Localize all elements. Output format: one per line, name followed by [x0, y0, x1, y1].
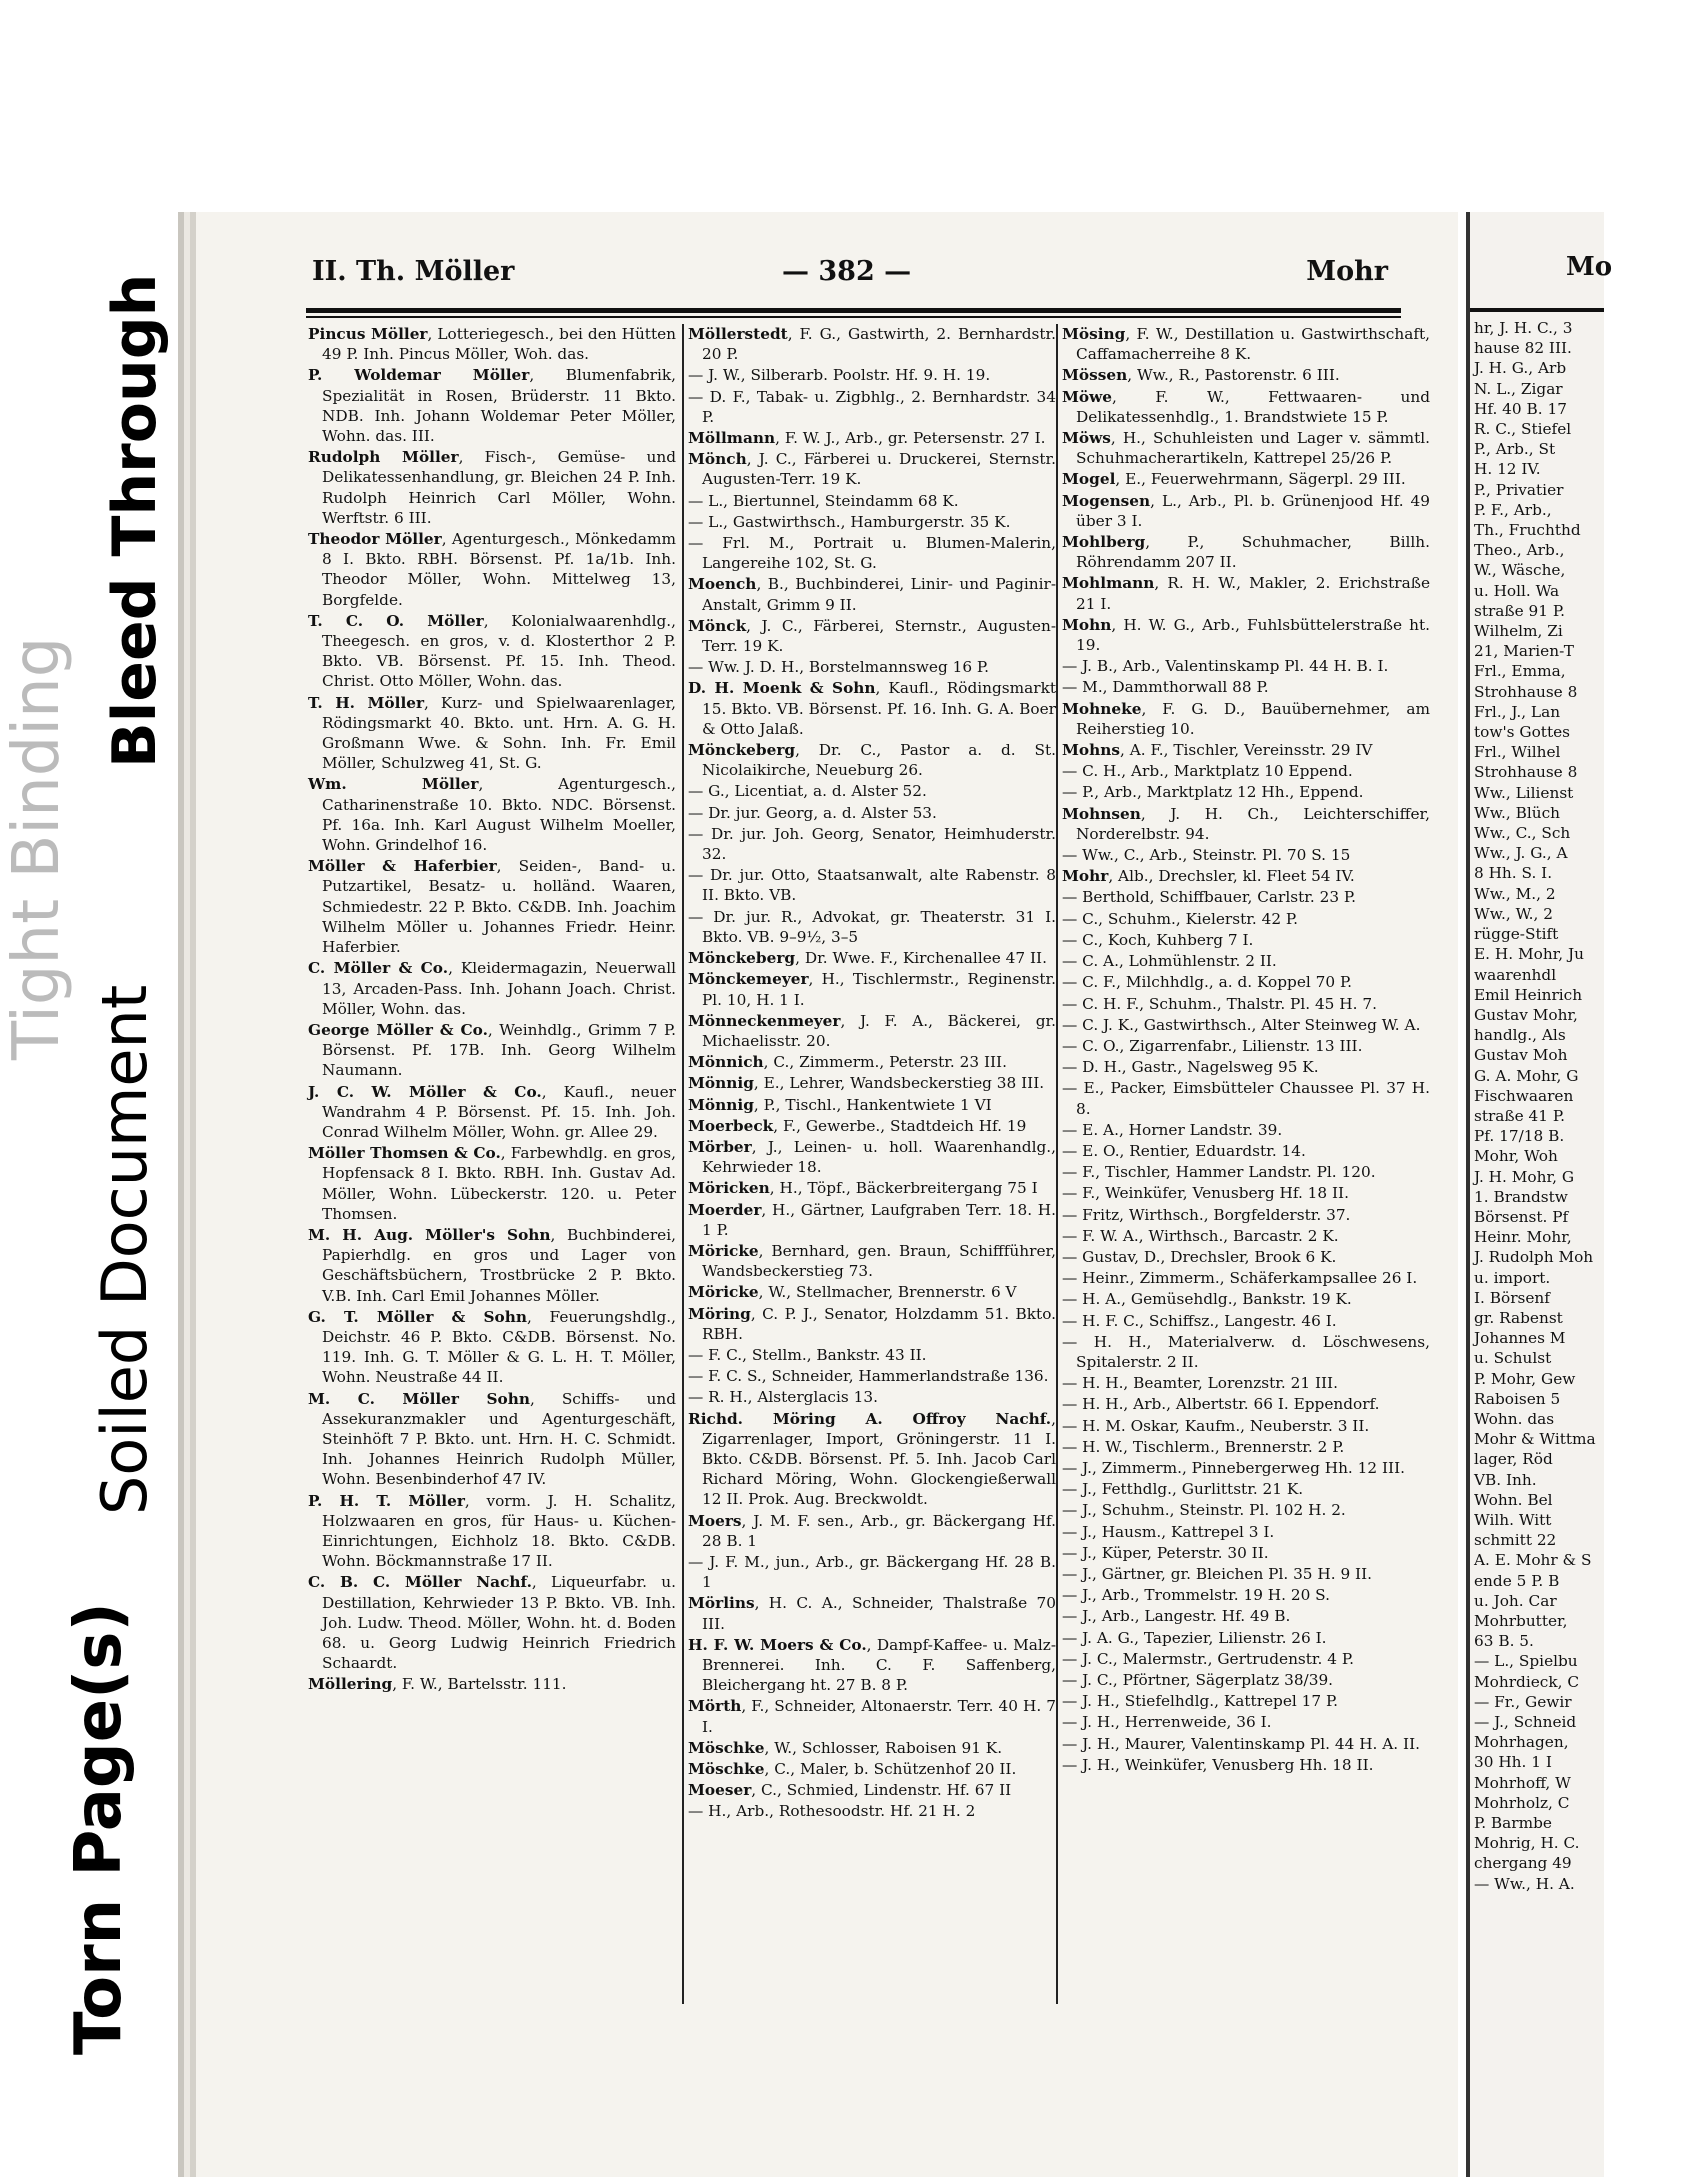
directory-entry: — Berthold, Schiffbauer, Carlstr. 23 P.	[1062, 888, 1356, 907]
next-page-line: — Ww., H. A.	[1474, 1874, 1575, 1893]
directory-entry: Mohr, Alb., Drechsler, kl. Fleet 54 IV.	[1062, 867, 1355, 886]
directory-entry: Mönnig, E., Lehrer, Wandsbeckerstieg 38 III.	[688, 1074, 1045, 1093]
next-page-line: Raboisen 5	[1474, 1389, 1561, 1408]
directory-entry: — Gustav, D., Drechsler, Brook 6 K.	[1062, 1247, 1337, 1266]
directory-entry: — F., Tischler, Hammer Landstr. Pl. 120.	[1062, 1163, 1376, 1182]
column-divider-1	[682, 324, 684, 2004]
directory-entry: — C. H. F., Schuhm., Thalstr. Pl. 45 H. 7.	[1062, 994, 1377, 1013]
next-page-line: P., Arb., St	[1474, 440, 1556, 459]
directory-entry: Mönckeberg, Dr. C., Pastor a. d. St. Nicolaikirche, Neueburg 26.	[688, 741, 1056, 780]
directory-entry: — J. B., Arb., Valentinskamp Pl. 44 H. B. I.	[1062, 657, 1389, 676]
directory-entry: — C. J. K., Gastwirthsch., Alter Steinweg W. A.	[1062, 1015, 1421, 1034]
next-page-line: Wohn. Bel	[1474, 1490, 1553, 1509]
next-page-line: H. 12 IV.	[1474, 460, 1541, 479]
next-page-line: Frl., Wilhel	[1474, 743, 1561, 762]
directory-entry: Möricke, W., Stellmacher, Brennerstr. 6 V	[688, 1283, 1017, 1302]
directory-entry: — Fritz, Wirthsch., Borgfelderstr. 37.	[1062, 1205, 1351, 1224]
next-page-line: Ww., C., Sch	[1474, 824, 1571, 843]
directory-entry: — C. H., Arb., Marktplatz 10 Eppend.	[1062, 762, 1353, 781]
next-page-line: P., Privatier	[1474, 480, 1564, 499]
directory-entry: Mohns, A. F., Tischler, Vereinsstr. 29 IV	[1062, 741, 1373, 760]
directory-entry: — H. H., Arb., Albertstr. 66 I. Eppendorf.	[1062, 1395, 1380, 1414]
directory-entry: Mohn, H. W. G., Arb., Fuhlsbüttelerstraße ht. 19.	[1062, 615, 1430, 655]
directory-entry: — G., Licentiat, a. d. Alster 52.	[688, 782, 927, 801]
directory-entry: — J. H., Weinküfer, Venusberg Hh. 18 II.	[1062, 1755, 1374, 1774]
next-page-line: straße 91 P.	[1474, 601, 1565, 620]
next-page-line: N. L., Zigar	[1474, 379, 1563, 398]
next-page-line: Mohr, Woh	[1474, 1147, 1558, 1166]
directory-entry: — E. O., Rentier, Eduardstr. 14.	[1062, 1141, 1306, 1160]
directory-entry: Mönnig, P., Tischl., Hankentwiete 1 VI	[688, 1095, 992, 1114]
directory-entry: C. B. C. Möller Nachf., Liqueurfabr. u. Destillation, Kehrwieder 13 P. Bkto. VB. Inh. Joh. Ludw. Theod. Möller, Wohn. ht. d. Boden 68. u. Georg Ludwig Heinrich Friedrich Schaardt.	[308, 1573, 677, 1673]
next-page-line: G. A. Mohr, G	[1474, 1066, 1579, 1085]
directory-entry: Moeser, C., Schmied, Lindenstr. Hf. 67 II	[688, 1781, 1012, 1800]
directory-entry: Wm. Möller, Agenturgesch., Catharinenstraße 10. Bkto. NDC. Börsenst. Pf. 16a. Inh. Karl August Wilhelm Moeller, Wohn. Grindelhof 16.	[308, 775, 676, 855]
page-header	[312, 252, 1412, 296]
directory-entry: — F., Weinküfer, Venusberg Hf. 18 II.	[1062, 1184, 1349, 1203]
directory-entry: — M., Dammthorwall 88 P.	[1062, 678, 1269, 697]
next-page-line: Wilhelm, Zi	[1474, 622, 1563, 641]
directory-entry: — F. C. S., Schneider, Hammerlandstraße 136.	[688, 1367, 1049, 1386]
next-page-line: — J., Schneid	[1474, 1713, 1577, 1732]
directory-entry: Mösing, F. W., Destillation u. Gastwirthschaft, Caffamacherreihe 8 K.	[1062, 325, 1430, 364]
directory-entry: — J. A. G., Tapezier, Lilienstr. 26 I.	[1062, 1628, 1327, 1647]
directory-entry: Möller Thomsen & Co., Farbewhdlg. en gros, Hopfensack 8 I. Bkto. RBH. Inh. Gustav Ad. Möller, Wohn. Lübeckerstr. 120. u. Peter Thomsen.	[308, 1144, 676, 1223]
directory-entry: Möllering, F. W., Bartelsstr. 111.	[308, 1675, 567, 1694]
directory-entry: — C., Koch, Kuhberg 7 I.	[1062, 930, 1254, 949]
next-page-line: u. Schulst	[1474, 1349, 1552, 1368]
directory-entry: Möschke, C., Maler, b. Schützenhof 20 II.	[688, 1760, 1017, 1779]
directory-entry: — J. C., Pförtner, Sägerplatz 38/39.	[1062, 1671, 1334, 1689]
next-page-line: u. import.	[1474, 1268, 1551, 1287]
header-section-label: II. Th. Möller	[312, 256, 515, 287]
next-page-line: Ww., J. G., A	[1474, 844, 1568, 863]
next-page-line: Ww., Blüch	[1474, 803, 1560, 822]
directory-entry: H. F. W. Moers & Co., Dampf-Kaffee- u. Malz-Brennerei. Inh. C. F. Saffenberg, Bleichergang ht. 27 B. 8 P.	[688, 1635, 1056, 1695]
directory-entry: — Dr. jur. Georg, a. d. Alster 53.	[688, 803, 937, 822]
next-page-line: 21, Marien-T	[1474, 642, 1574, 661]
directory-entry: — H. M. Oskar, Kaufm., Neuberstr. 3 II.	[1062, 1416, 1370, 1435]
next-page-line: Börsenst. Pf	[1474, 1207, 1569, 1226]
directory-entry: Möricken, H., Töpf., Bäckerbreitergang 75 I	[688, 1179, 1038, 1198]
next-page-line: 63 B. 5.	[1474, 1632, 1534, 1651]
directory-entry: — H. H., Materialverw. d. Löschwesens, Spitalerstr. 2 II.	[1062, 1332, 1430, 1371]
next-page-line: gr. Rabenst	[1474, 1308, 1563, 1327]
directory-entry: — L., Gastwirthsch., Hamburgerstr. 35 K.	[688, 512, 1011, 531]
next-page-line: ende 5 P. B	[1474, 1571, 1560, 1590]
directory-entry: Mohneke, F. G. D., Bauübernehmer, am Reiherstieg 10.	[1062, 699, 1430, 738]
tight-binding-stamp: Tight Binding	[0, 636, 74, 1060]
torn-pages-stamp: Torn Page(s)	[62, 1602, 136, 2055]
directory-entry: Mönckeberg, Dr. Wwe. F., Kirchenallee 47 II.	[688, 949, 1047, 968]
next-page-line: rügge-Stift	[1474, 925, 1559, 944]
next-page-line: Strohhause 8	[1474, 682, 1578, 701]
next-page-line: Frl., J., Lan	[1474, 702, 1561, 721]
column-divider-2	[1056, 324, 1058, 2004]
directory-entry: Rudolph Möller, Fisch-, Gemüse- und Delikatessenhandlung, gr. Bleichen 24 P. Inh. Rudolph Heinrich Carl Möller, Wohn. Werftstr. 6 III.	[308, 448, 676, 527]
next-page-line: Mohrhagen,	[1474, 1733, 1569, 1752]
directory-entry: — C. O., Zigarrenfabr., Lilienstr. 13 III.	[1062, 1036, 1363, 1055]
next-page-line: Mohrbutter,	[1474, 1612, 1568, 1630]
directory-entry: C. Möller & Co., Kleidermagazin, Neuerwall 13, Arcaden-Pass. Inh. Johann Joach. Christ. Möller, Wohn. das.	[308, 959, 676, 1018]
page-content	[308, 252, 1430, 2092]
directory-entry: Moerder, H., Gärtner, Laufgraben Terr. 18. H. 1 P.	[688, 1200, 1056, 1239]
directory-entry: — F. C., Stellm., Bankstr. 43 II.	[688, 1345, 927, 1364]
directory-entry: — C., Schuhm., Kielerstr. 42 P.	[1062, 909, 1298, 928]
column-3	[1062, 324, 1430, 1776]
directory-entry: Möllerstedt, F. G., Gastwirth, 2. Bernhardstr. 20 P.	[688, 325, 1056, 364]
column-2	[688, 324, 1056, 1823]
next-page-line: I. Börsenf	[1474, 1288, 1550, 1307]
next-page-line: Wilh. Witt	[1474, 1510, 1552, 1529]
directory-entry: J. C. W. Möller & Co., Kaufl., neuer Wandrahm 4 P. Börsenst. Pf. 15. Inh. Joh. Conrad Wilhelm Möller, Wohn. gr. Allee 29.	[308, 1082, 676, 1141]
directory-entry: Mogel, E., Feuerwehrmann, Sägerpl. 29 III.	[1062, 470, 1406, 489]
directory-entry: Moench, B., Buchbinderei, Linir- und Paginir-Anstalt, Grimm 9 II.	[688, 575, 1056, 614]
directory-entry: — J. H., Stiefelhdlg., Kattrepel 17 P.	[1062, 1692, 1339, 1711]
next-page-line: P. Mohr, Gew	[1474, 1369, 1576, 1388]
directory-entry: D. H. Moenk & Sohn, Kaufl., Rödingsmarkt 15. Bkto. VB. Börsenst. Pf. 16. Inh. G. A. Boer & Otto Jalaß.	[688, 679, 1056, 738]
directory-entry: — J. C., Malermstr., Gertrudenstr. 4 P.	[1062, 1649, 1354, 1668]
directory-entry: Theodor Möller, Agenturgesch., Mönkedamm 8 I. Bkto. RBH. Börsenst. Pf. 1a/1b. Inh. Theodor Möller, Wohn. Mittelweg 13, Borgfelde.	[308, 530, 676, 609]
soiled-document-stamp: Soiled Document	[88, 984, 161, 1515]
next-page-line: J. Rudolph Moh	[1474, 1248, 1594, 1267]
next-page-strip	[1466, 212, 1613, 2177]
directory-entry: Moers, J. M. F. sen., Arb., gr. Bäckergang Hf. 28 B. 1	[688, 1511, 1056, 1550]
next-page-line: J. H. G., Arb	[1474, 359, 1567, 378]
directory-entry: Möwe, F. W., Fettwaaren- und Delikatessenhdlg., 1. Brandstwiete 15 P.	[1062, 387, 1430, 426]
next-page-line: P. F., Arb.,	[1474, 500, 1552, 519]
header-catchword: Mohr	[1306, 256, 1388, 287]
next-page-line: 30 Hh. 1 I	[1474, 1753, 1552, 1772]
directory-entry: — Dr. jur. Otto, Staatsanwalt, alte Rabenstr. 8 II. Bkto. VB.	[688, 866, 1056, 905]
next-page-line: Mohrhoff, W	[1474, 1773, 1571, 1792]
next-page-line: Mohrdieck, C	[1474, 1672, 1580, 1691]
directory-entry: Mohnsen, J. H. Ch., Leichterschiffer, Norderelbstr. 94.	[1062, 804, 1430, 843]
directory-entry: Möring, C. P. J., Senator, Holzdamm 51. Bkto. RBH.	[688, 1304, 1056, 1343]
directory-entry: Möws, H., Schuhleisten und Lager v. sämmtl. Schuhmacherartikeln, Kattrepel 25/26 P.	[1062, 429, 1430, 468]
directory-entry: — J., Arb., Langestr. Hf. 49 B.	[1062, 1607, 1291, 1626]
next-page-line: P. Barmbe	[1474, 1814, 1552, 1833]
directory-entry: Mörlins, H. C. A., Schneider, Thalstraße 70 III.	[688, 1594, 1056, 1633]
directory-entry: — Dr. jur. R., Advokat, gr. Theaterstr. 31 I. Bkto. VB. 9–9½, 3–5	[688, 907, 1056, 946]
next-page-line: schmitt 22	[1474, 1531, 1557, 1550]
next-page-line: VB. Inh.	[1474, 1470, 1537, 1489]
directory-entry: M. H. Aug. Möller's Sohn, Buchbinderei, Papierhdlg. en gros und Lager von Geschäftsbüchern, Trostbrücke 2 P. Bkto. V.B. Inh. Carl Emil Johannes Möller.	[308, 1225, 676, 1305]
next-page-line: J. H. Mohr, G	[1474, 1167, 1575, 1186]
directory-entry: — J. W., Silberarb. Poolstr. Hf. 9. H. 19.	[688, 366, 991, 385]
next-page-line: Wohn. das	[1474, 1409, 1555, 1428]
directory-entry: Mogensen, L., Arb., Pl. b. Grünenjood Hf. 49 über 3 I.	[1062, 491, 1430, 530]
directory-entry: — P., Arb., Marktplatz 12 Hh., Eppend.	[1062, 783, 1364, 802]
directory-entry: Mönck, J. C., Färberei, Sternstr., Augusten-Terr. 19 K.	[688, 616, 1056, 656]
directory-entry: — E. A., Horner Landstr. 39.	[1062, 1120, 1283, 1139]
directory-entry: George Möller & Co., Weinhdlg., Grimm 7 P. Börsenst. Pf. 17B. Inh. Georg Wilhelm Naumann.	[308, 1020, 676, 1080]
next-page-line: Gustav Moh	[1474, 1046, 1568, 1065]
next-page-line: tow's Gottes	[1474, 723, 1570, 742]
directory-entry: — E., Packer, Eimsbütteler Chaussee Pl. 37 H. 8.	[1062, 1079, 1430, 1118]
next-page-line: straße 41 P.	[1474, 1106, 1565, 1125]
next-page-line: hr, J. H. C., 3	[1474, 319, 1573, 337]
next-page-line: Mohrholz, C	[1474, 1793, 1570, 1812]
directory-entry: T. H. Möller, Kurz- und Spielwaarenlager, Rödingsmarkt 40. Bkto. unt. Hrn. A. G. H. Großmann Wwe. & Sohn. Inh. Fr. Emil Möller, Schulzweg 41, St. G.	[308, 693, 676, 773]
next-page-line: — L., Spielbu	[1474, 1652, 1578, 1671]
next-page-line: u. Joh. Car	[1474, 1591, 1557, 1610]
directory-entry: Pincus Möller, Lotteriegesch., bei den Hütten 49 P. Inh. Pincus Möller, Woh. das.	[308, 325, 676, 364]
next-page-line: Gustav Mohr,	[1474, 1005, 1578, 1024]
next-page-line: Th., Fruchthd	[1474, 521, 1581, 540]
directory-entry: Mönckemeyer, H., Tischlermstr., Reginenstr. Pl. 10, H. 1 I.	[688, 970, 1056, 1009]
directory-entry: — H. W., Tischlerm., Brennerstr. 2 P.	[1062, 1437, 1345, 1456]
next-page-line: Fischwaaren	[1474, 1086, 1574, 1105]
next-page-line: E. H. Mohr, Ju	[1474, 945, 1585, 964]
directory-entry: — Heinr., Zimmerm., Schäferkampsallee 26 I.	[1062, 1269, 1418, 1288]
next-page-line: Frl., Emma,	[1474, 662, 1566, 681]
directory-entry: — Ww. J. D. H., Borstelmannsweg 16 P.	[688, 658, 989, 677]
directory-entry: — J., Fetthdlg., Gurlittstr. 21 K.	[1062, 1480, 1304, 1499]
page-number: — 382 —	[782, 256, 912, 287]
next-page-line: Johannes M	[1474, 1329, 1566, 1348]
next-page-line: W., Wäsche,	[1474, 561, 1566, 580]
directory-entry: — J., Schuhm., Steinstr. Pl. 102 H. 2.	[1062, 1501, 1346, 1520]
directory-entry: Mörth, F., Schneider, Altonaerstr. Terr. 40 H. 7 I.	[688, 1697, 1056, 1736]
next-page-line: Mohr & Wittma	[1474, 1430, 1596, 1449]
directory-entry: Richd. Möring A. Offroy Nachf., Zigarrenlager, Import, Gröningerstr. 11 I. Bkto. C&DB. Börsenst. Pf. 5. Inh. Jacob Carl Richard Möring, Wohn. Glockengießerwall 12 II. Prok. Aug. Breckwoldt.	[688, 1409, 1056, 1509]
directory-entry: — J., Küper, Peterstr. 30 II.	[1062, 1543, 1269, 1562]
directory-entry: — R. H., Alsterglacis 13.	[688, 1388, 878, 1407]
next-page-line: Ww., W., 2	[1474, 904, 1553, 923]
directory-entry: — C. F., Milchhdlg., a. d. Koppel 70 P.	[1062, 973, 1353, 992]
next-page-line: 1. Brandstw	[1474, 1187, 1568, 1206]
directory-entry: Mönch, J. C., Färberei u. Druckerei, Sternstr. Augusten-Terr. 19 K.	[688, 450, 1056, 489]
directory-entry: Möllmann, F. W. J., Arb., gr. Petersenstr. 27 I.	[688, 429, 1046, 448]
directory-entry: — F. W. A., Wirthsch., Barcastr. 2 K.	[1062, 1226, 1339, 1245]
directory-entry: G. T. Möller & Sohn, Feuerungshdlg., Deichstr. 46 P. Bkto. C&DB. Börsenst. No. 119. Inh. G. T. Möller & G. L. H. T. Möller, Wohn. Neustraße 44 II.	[308, 1307, 676, 1387]
next-page-rule	[1470, 308, 1604, 312]
next-page-line: Ww., M., 2	[1474, 884, 1556, 903]
directory-entry: — J. H., Maurer, Valentinskamp Pl. 44 H. A. II.	[1062, 1734, 1420, 1753]
directory-entry: — D. F., Tabak- u. Zigbhlg., 2. Bernhardstr. 34 P.	[688, 387, 1056, 426]
directory-entry: Moerbeck, F., Gewerbe., Stadtdeich Hf. 19	[688, 1116, 1027, 1135]
directory-entry: — D. H., Gastr., Nagelsweg 95 K.	[1062, 1058, 1319, 1077]
directory-page	[196, 212, 1458, 2177]
directory-entry: Mohlberg, P., Schuhmacher, Billh. Röhrendamm 207 II.	[1062, 533, 1430, 572]
directory-entry: Mörber, J., Leinen- u. holl. Waarenhandlg., Kehrwieder 18.	[688, 1137, 1056, 1177]
bleed-through-stamp: Bleed Through	[100, 273, 170, 768]
next-page-line: handlg., Als	[1474, 1026, 1566, 1045]
directory-entry: — H. A., Gemüsehdlg., Bankstr. 19 K.	[1062, 1290, 1352, 1309]
directory-entry: — J., Hausm., Kattrepel 3 I.	[1062, 1522, 1275, 1541]
directory-entry: — J. F. M., jun., Arb., gr. Bäckergang Hf. 28 B. 1	[688, 1552, 1056, 1592]
next-page-line: Mohrig, H. C.	[1474, 1834, 1580, 1853]
directory-entry: Mössen, Ww., R., Pastorenstr. 6 III.	[1062, 366, 1340, 385]
directory-entry: — H. H., Beamter, Lorenzstr. 21 III.	[1062, 1374, 1338, 1393]
directory-entry: T. C. O. Möller, Kolonialwaarenhdlg., Theegesch. en gros, v. d. Klosterthor 2 P. Bkto. VB. Börsenst. Pf. 15. Inh. Theod. Christ. Otto Möller, Wohn. das.	[308, 611, 676, 691]
next-page-line: A. E. Mohr & S	[1474, 1551, 1592, 1570]
directory-entry: P. H. T. Möller, vorm. J. H. Schalitz, Holzwaaren en gros, für Haus- u. Küchen-Einrichtungen, Eichholz 18. Bkto. C&DB. Wohn. Böckmannstraße 17 II.	[308, 1491, 676, 1571]
header-rule-thin	[306, 316, 1401, 318]
next-page-line: Strohhause 8	[1474, 763, 1578, 782]
directory-entry: — L., Biertunnel, Steindamm 68 K.	[688, 491, 959, 510]
next-page-line: — Fr., Gewir	[1474, 1692, 1572, 1711]
next-page-line: waarenhdl	[1474, 965, 1557, 984]
directory-entry: Möller & Haferbier, Seiden-, Band- u. Putzartikel, Besatz- u. holländ. Waaren, Schmiedestr. 22 P. Bkto. C&DB. Inh. Joachim Wilhelm Möller u. Johannes Friedr. Heinr. Haferbier.	[308, 857, 677, 957]
directory-entry: Mönneckenmeyer, J. F. A., Bäckerei, gr. Michaelisstr. 20.	[688, 1011, 1056, 1050]
directory-entry: — Frl. M., Portrait u. Blumen-Malerin, Langereihe 102, St. G.	[688, 534, 1056, 573]
directory-entry: — J., Arb., Trommelstr. 19 H. 20 S.	[1062, 1586, 1330, 1605]
directory-entry: — J., Zimmerm., Pinnebergerweg Hh. 12 III.	[1062, 1458, 1405, 1477]
directory-entry: M. C. Möller Sohn, Schiffs- und Assekuranzmakler und Agenturgeschäft, Steinhöft 7 P. Bkto. unt. Hrn. H. C. Schmidt. Inh. Johannes Heinrich Rudolph Müller, Wohn. Besenbinderhof 47 IV.	[308, 1389, 677, 1489]
next-page-line: Pf. 17/18 B.	[1474, 1127, 1565, 1146]
next-page-column	[1474, 318, 1694, 1894]
directory-entry: — H., Arb., Rothesoodstr. Hf. 21 H. 2	[688, 1802, 976, 1821]
next-page-line: chergang 49	[1474, 1854, 1572, 1873]
next-page-line: 8 Hh. S. I.	[1474, 864, 1553, 883]
directory-entry: P. Woldemar Möller, Blumenfabrik, Spezialität in Rosen, Brüderstr. 11 Bkto. NDB. Inh. Johann Woldemar Peter Möller, Wohn. das. III.	[308, 366, 677, 446]
next-page-line: R. C., Stiefel	[1474, 420, 1572, 439]
directory-entry: — J. H., Herrenweide, 36 I.	[1062, 1713, 1272, 1732]
header-rule-thick	[306, 308, 1401, 313]
next-page-line: hause 82 III.	[1474, 339, 1572, 358]
directory-entry: Möricke, Bernhard, gen. Braun, Schiffführer, Wandsbeckerstieg 73.	[688, 1241, 1056, 1281]
directory-entry: — Dr. jur. Joh. Georg, Senator, Heimhuderstr. 32.	[688, 824, 1056, 864]
column-1	[308, 324, 676, 1696]
next-page-line: Hf. 40 B. 17	[1474, 399, 1567, 418]
directory-entry: Mohlmann, R. H. W., Makler, 2. Erichstraße 21 I.	[1062, 574, 1430, 613]
directory-entry: — Ww., C., Arb., Steinstr. Pl. 70 S. 15	[1062, 846, 1351, 865]
next-page-line: lager, Röd	[1474, 1450, 1553, 1469]
next-page-line: Heinr. Mohr,	[1474, 1228, 1572, 1247]
next-page-line: u. Holl. Wa	[1474, 581, 1560, 600]
directory-entry: — J., Gärtner, gr. Bleichen Pl. 35 H. 9 II.	[1062, 1564, 1373, 1583]
directory-entry: — C. A., Lohmühlenstr. 2 II.	[1062, 952, 1277, 971]
directory-entry: Mönnich, C., Zimmerm., Peterstr. 23 III.	[688, 1053, 1007, 1072]
next-page-header: Mo	[1566, 252, 1613, 282]
directory-entry: Möschke, W., Schlosser, Raboisen 91 K.	[688, 1738, 1003, 1757]
directory-entry: — H. F. C., Schiffsz., Langestr. 46 I.	[1062, 1311, 1337, 1330]
next-page-line: Ww., Lilienst	[1474, 783, 1574, 802]
next-page-line: Theo., Arb.,	[1474, 541, 1565, 560]
next-page-line: Emil Heinrich	[1474, 985, 1583, 1004]
